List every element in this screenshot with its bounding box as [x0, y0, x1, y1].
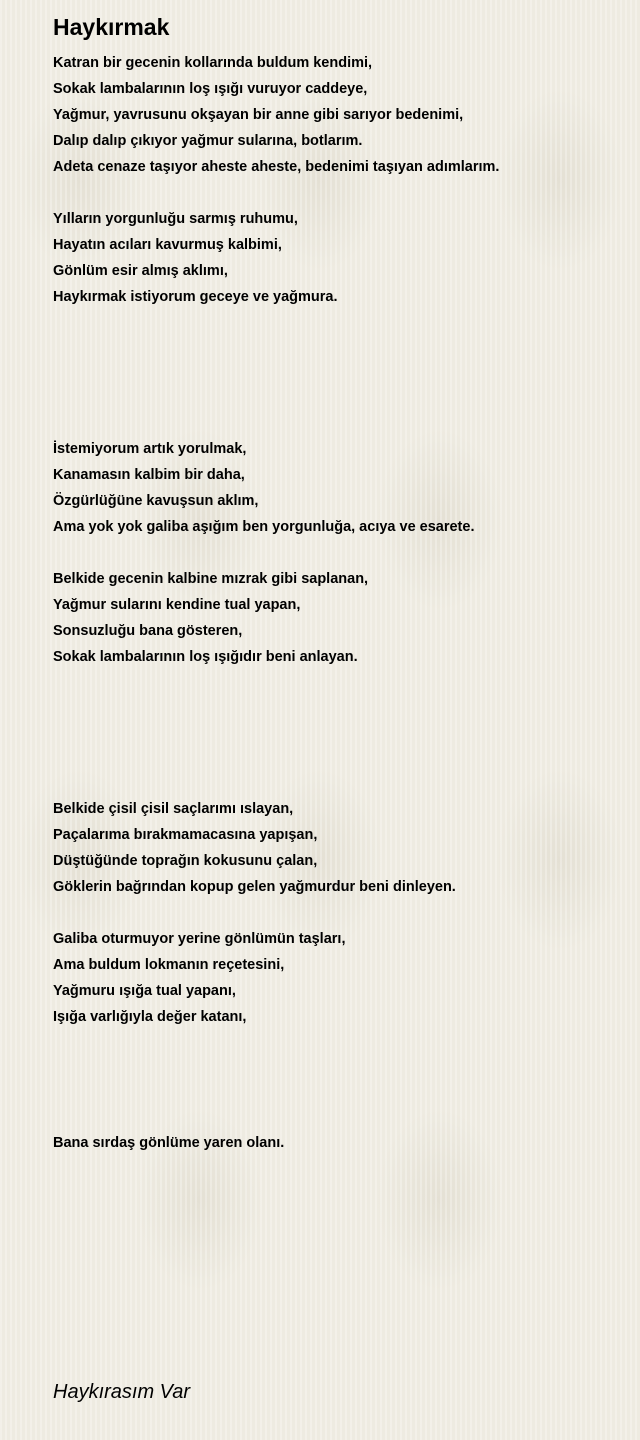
poem-line: Adeta cenaze taşıyor aheste aheste, bedenimi taşıyan adımlarım.: [53, 159, 500, 175]
poem-line: Paçalarıma bırakmamacasına yapışan,: [53, 827, 318, 843]
poem-line: Yağmur sularını kendine tual yapan,: [53, 597, 301, 613]
section-spacer: [53, 1030, 623, 1130]
poem-line: Sokak lambalarının loş ışığıdır beni anlayan.: [53, 649, 358, 665]
poem-line: Düştüğünde toprağın kokusunu çalan,: [53, 853, 318, 869]
poem-line: Ama buldum lokmanın reçetesini,: [53, 957, 285, 973]
poem-line: Hayatın acıları kavurmuş kalbimi,: [53, 237, 282, 253]
poem-line: Bana sırdaş gönlüme yaren olanı.: [53, 1135, 285, 1151]
poem-line: Gönlüm esir almış aklımı,: [53, 263, 228, 279]
poem-line: Yılların yorgunluğu sarmış ruhumu,: [53, 211, 298, 227]
poem-line: Yağmuru ışığa tual yapanı,: [53, 983, 236, 999]
stanza-3: [53, 436, 623, 540]
section-spacer: [53, 310, 623, 436]
poem-title: Haykırmak: [53, 14, 170, 40]
section-spacer: [53, 670, 623, 796]
stanza-6: [53, 926, 623, 1030]
poem-line: Belkide gecenin kalbine mızrak gibi saplanan,: [53, 571, 369, 587]
poem-line: Işığa varlığıyla değer katanı,: [53, 1009, 247, 1025]
stanza-1: [53, 50, 623, 180]
stanza-spacer: [53, 540, 623, 566]
poem-line: Ama yok yok galiba aşığım ben yorgunluğa, acıya ve esarete.: [53, 519, 475, 535]
poem-line: İstemiyorum artık yorulmak,: [53, 441, 247, 457]
poem-container: [53, 12, 623, 1156]
poem-line: Haykırmak istiyorum geceye ve yağmura.: [53, 289, 338, 305]
stanza-2: [53, 206, 623, 310]
poem-line: Göklerin bağrından kopup gelen yağmurdur beni dinleyen.: [53, 879, 456, 895]
stanza-spacer: [53, 900, 623, 926]
poem-author: Haykırasım Var: [53, 1381, 191, 1403]
stanza-7: [53, 1130, 623, 1156]
poem-line: Sonsuzluğu bana gösteren,: [53, 623, 243, 639]
stanza-spacer: [53, 180, 623, 206]
poem-line: Galiba oturmuyor yerine gönlümün taşları,: [53, 931, 346, 947]
stanza-5: [53, 796, 623, 900]
stanza-4: [53, 566, 623, 670]
poem-line: Özgürlüğüne kavuşsun aklım,: [53, 493, 259, 509]
poem-line: Dalıp dalıp çıkıyor yağmur sularına, botlarım.: [53, 133, 363, 149]
poem-line: Yağmur, yavrusunu okşayan bir anne gibi sarıyor bedenimi,: [53, 107, 464, 123]
poem-line: Sokak lambalarının loş ışığı vuruyor caddeye,: [53, 81, 368, 97]
poem-line: Katran bir gecenin kollarında buldum kendimi,: [53, 55, 373, 71]
poem-line: Kanamasın kalbim bir daha,: [53, 467, 245, 483]
poem-line: Belkide çisil çisil saçlarımı ıslayan,: [53, 801, 294, 817]
